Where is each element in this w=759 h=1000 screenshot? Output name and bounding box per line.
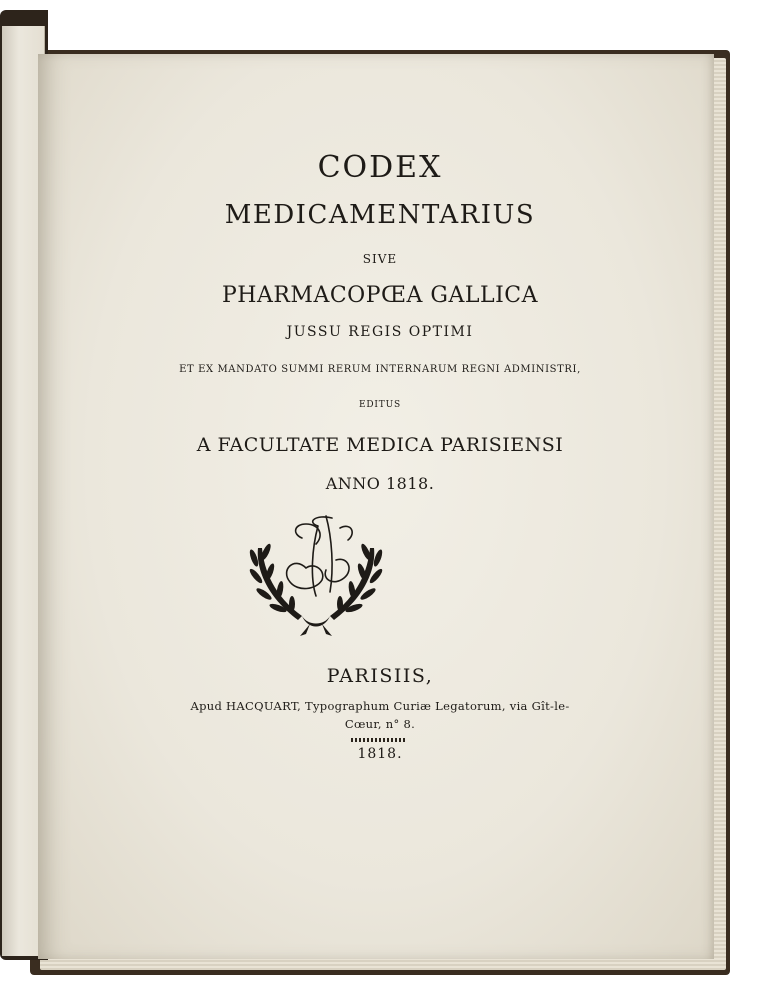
mandato-line: ET EX MANDATO SUMMI RERUM INTERNARUM REGNI ADMINISTRI, (179, 364, 581, 375)
facultate-line: A FACULTATE MEDICA PARISIENSI (196, 434, 564, 456)
title-page (38, 54, 714, 959)
ornamental-rule (351, 738, 405, 742)
editus-line: EDITUS (359, 400, 401, 410)
place-line: PARISIIS, (326, 665, 434, 687)
title-medicamentarius: MEDICAMENTARIUS (224, 200, 536, 230)
imprint-line-1: Apud HACQUART, Typographum Curiæ Legatorum, via Gît-le- (190, 699, 570, 713)
title-sive: SIVE (362, 252, 398, 266)
anno-line: ANNO 1818. (325, 474, 435, 493)
jussu-line: JUSSU REGIS OPTIMI (286, 324, 474, 340)
subtitle-pharmacopoea: PHARMACOPŒA GALLICA (221, 283, 539, 308)
imprint-line-2: Cœur, n° 8. (344, 717, 416, 731)
imprint (40, 697, 720, 733)
title-codex: CODEX (317, 150, 443, 185)
year-line: 1818. (357, 746, 403, 762)
monogram-emblem-icon (236, 508, 396, 648)
laurel-wreath-icon (248, 543, 384, 636)
